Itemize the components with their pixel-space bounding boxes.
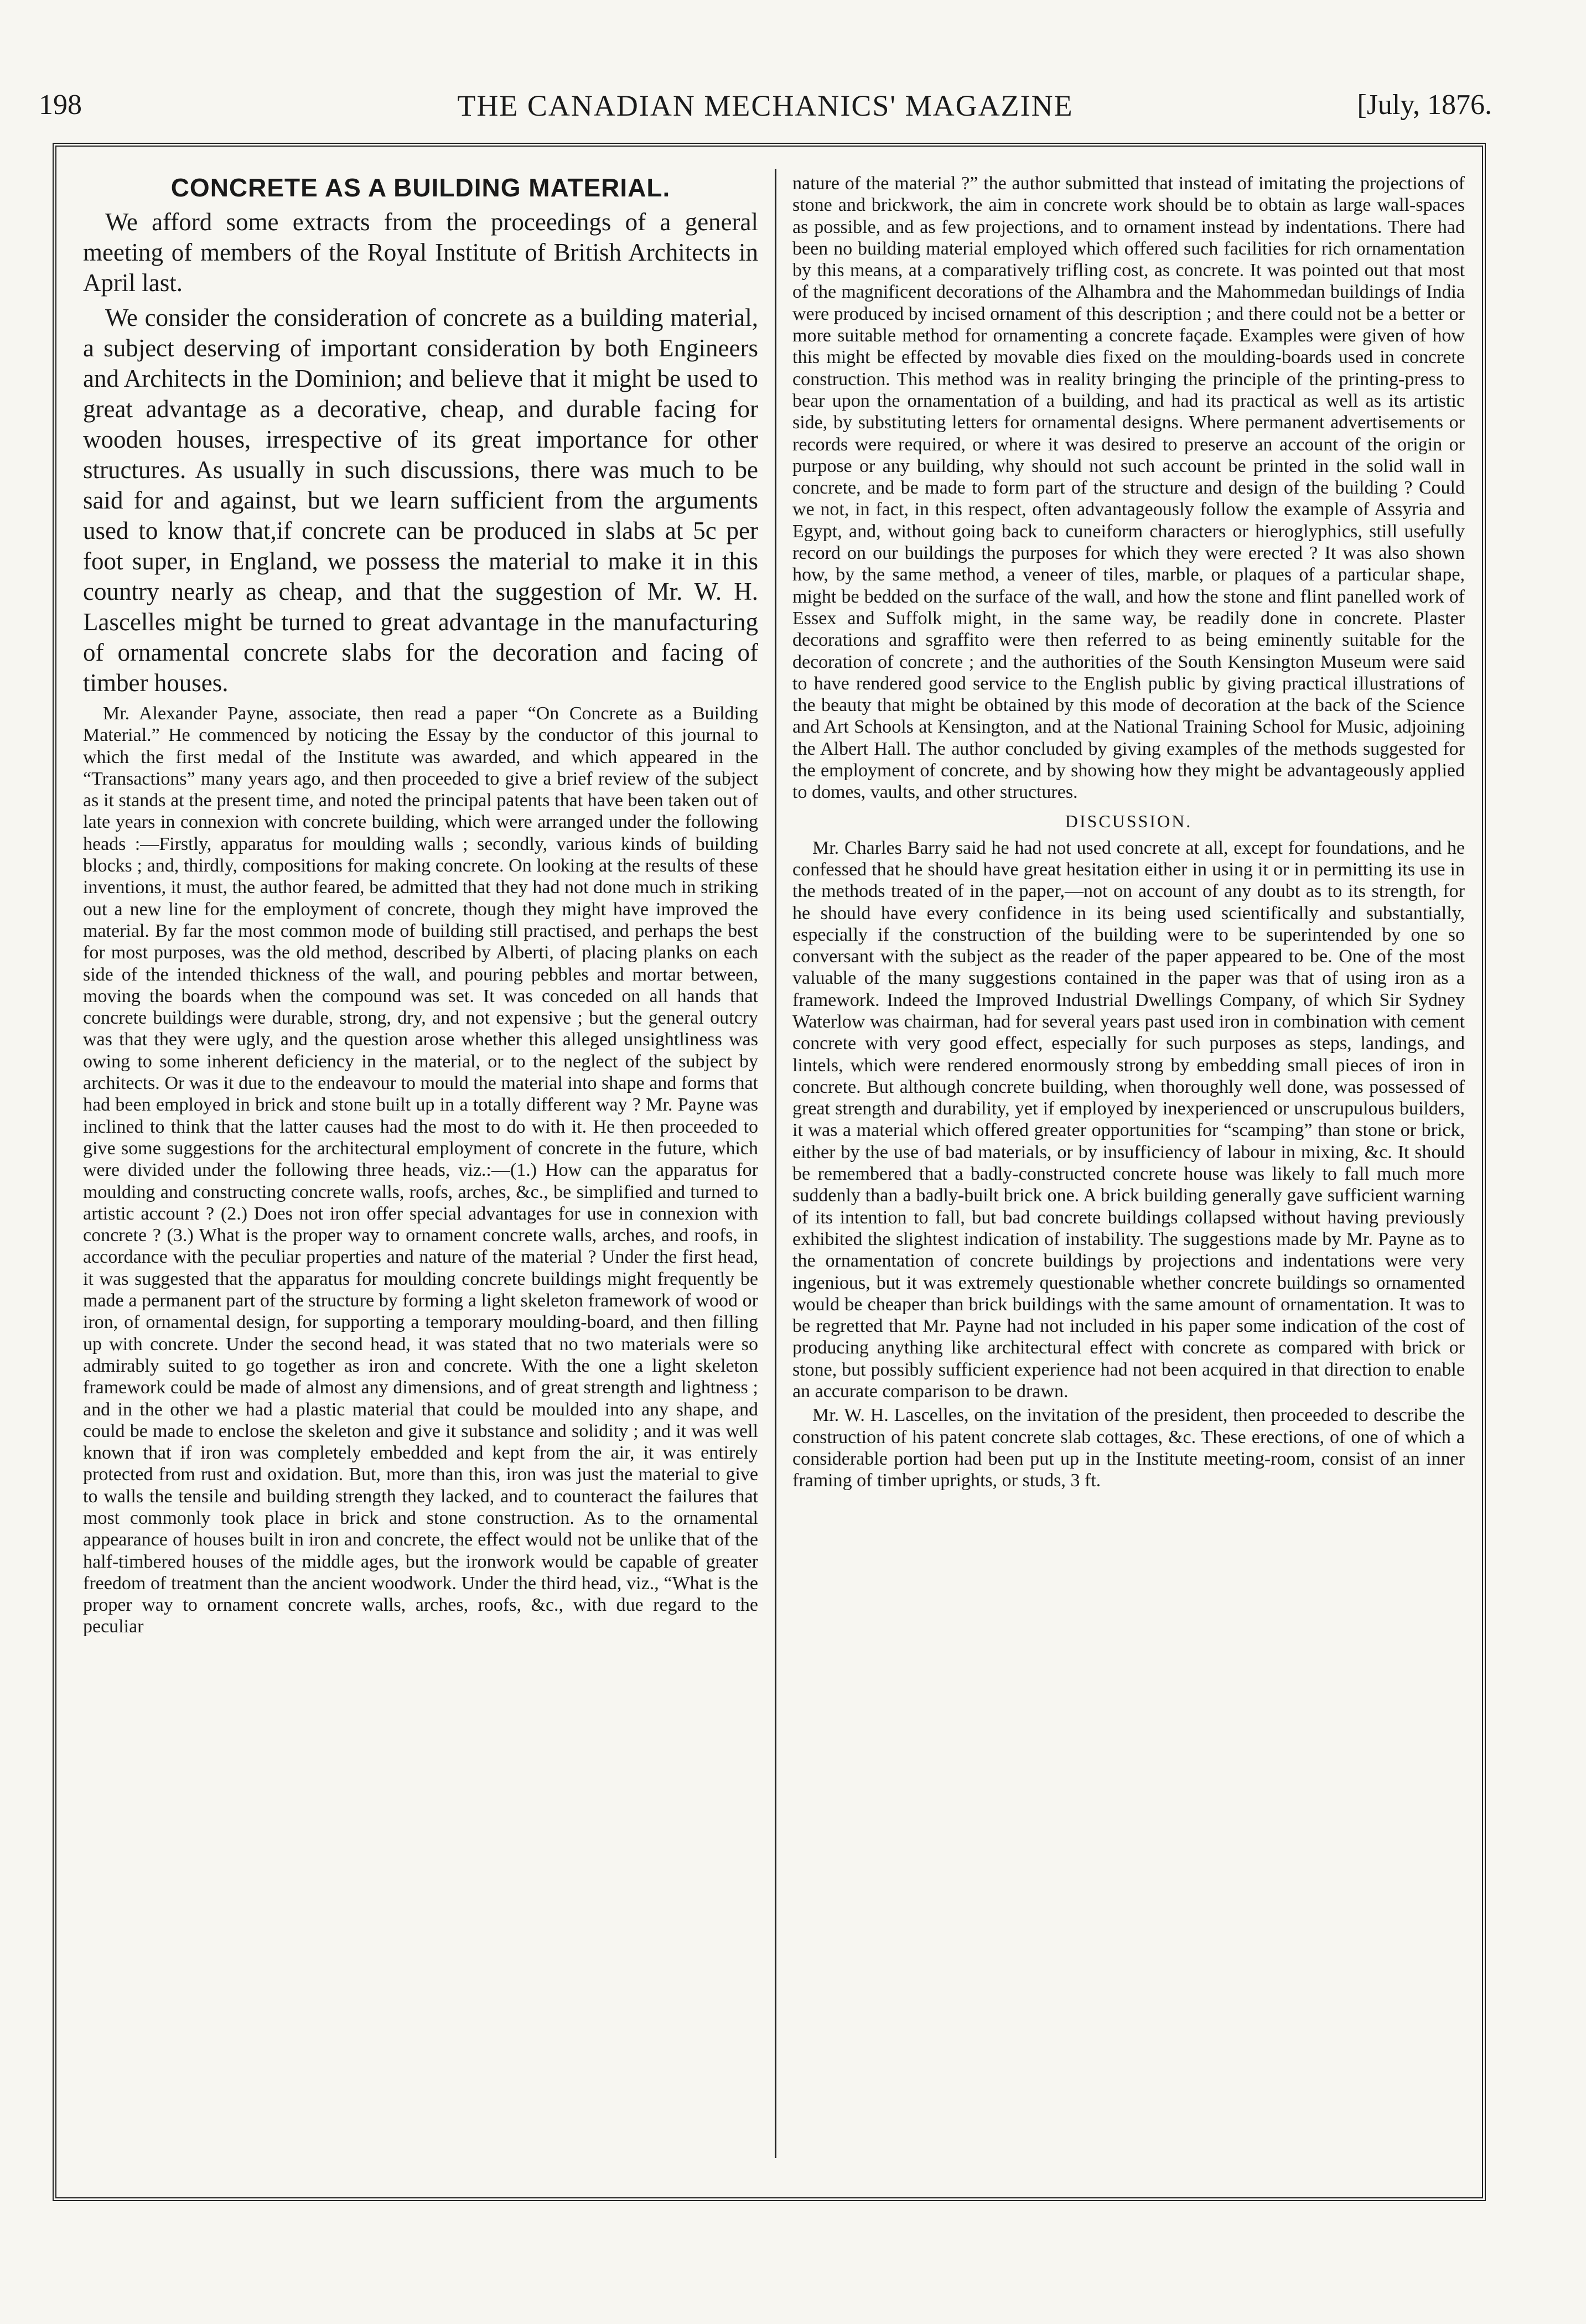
running-header [39,83,1492,133]
intro-paragraph-1: We afford some extracts from the proceedings of a general meeting of members of the Royal Institute of British Architects in April last. [83,208,758,297]
right-column [792,173,1465,1494]
lascelles-paragraph: Mr. W. H. Lascelles, on the invitation of the president, then proceeded to describe the construction of his patent concrete slab cottages, &c. These erections, of one of which a considerable portion had been put up in the Institute meeting-room, consist of an inner framing of timber uprights, or studs, 3 ft. [792,1405,1465,1491]
magazine-title: THE CANADIAN MECHANICS' MAGAZINE [457,89,1074,122]
payne-paper-continued: nature of the material ?” the author submitted that instead of imitating the projections of stone and brickwork, the aim in concrete work should be to obtain as large wall-spaces as possible, and as few projections, and to ornament instead by indentations. There had been no building material employed which offered such facilities for rich ornamentation by this means, at a comparatively trifling cost, as concrete. It was pointed out that most of the magnificent decorations of the Alhambra and the Mahommedan buildings of India were produced by incised ornament of this description ; and there could not be a better or more suitable method for ornamenting a concrete façade. Examples were given of how this might be effected by movable dies fixed on the moulding-boards used in concrete construction. This method was in reality bringing the principle of the printing-press to bear upon the ornamentation of a building, and had its practical as well as its artistic side, by substituting letters for ornamental designs. Where permanent advertisements or records were required, or where it was desired to preserve an account of the origin or purpose or any building, why should not such account be printed in the solid wall in concrete, and be made to form part of the structure and design of the building ? Could we not, in fact, in this respect, often advantageously follow the example of Assyria and Egypt, and, without going back to cuneiform characters or hieroglyphics, still usefully record on our buildings the purposes for which they were erected ? It was also shown how, by the same method, a veneer of tiles, marble, or plaques of a particular shape, might be bedded on the surface of the wall, and how the stone and flint panelled work of Essex and Suffolk might, in the same way, be readily done in concrete. Plaster decorations and sgraffito were then referred to as being eminently suitable for the decoration of concrete ; and the authorities of the South Kensington Museum were said to have rendered good service to the English public by giving practical illustrations of the beauty that might be obtained by this mode of decoration at the back of the Science and Art Schools at Kensington, and at the National Training School for Music, adjoining the Albert Hall. The author concluded by giving examples of the methods suggested for the employment of concrete, and by showing how they might be advantageously applied to domes, vaults, and other structures. [792,173,1465,803]
left-column [83,173,758,1640]
page-number: 198 [39,89,82,121]
article-title: CONCRETE AS A BUILDING MATERIAL. [170,173,671,202]
issue-date: [July, 1876. [1357,89,1492,121]
payne-paper-paragraph: Mr. Alexander Payne, associate, then read a paper “On Concrete as a Building Material.” He commenced by noticing the Essay by the conductor of this journal to which the first medal of the Institute was awarded, and which appeared in the “Transactions” many years ago, and then proceeded to give a brief review of the subject as it stands at the present time, and noted the principal patents that have been taken out of late years in connexion with concrete building, which were arranged under the following heads :—Firstly, apparatus for moulding walls ; secondly, various kinds of building blocks ; and, thirdly, compositions for making concrete. On looking at the results of these inventions, it must, the author feared, be admitted that they had not done much in striking out a new line for the employment of concrete, though they might have improved the material. By far the most common mode of building still practised, and perhaps the best for most purposes, was the old method, described by Alberti, of placing planks on each side of the intended thickness of the wall, and pouring pebbles and mortar between, moving the boards when the compound was set. It was conceded on all hands that concrete buildings were durable, strong, dry, and not expensive ; but the general outcry was that they were ugly, and the question arose whether this alleged unsightliness was owing to some inherent deficiency in the material, or to the neglect of the subject by architects. Or was it due to the endeavour to mould the material into shape and forms that had been employed in brick and stone built up in a totally different way ? Mr. Payne was inclined to think that the latter causes had the most to do with it. He then proceeded to give some suggestions for the architectural employment of concrete in the future, which were divided under the following three heads, viz.:—(1.) How can the apparatus for moulding and constructing concrete walls, roofs, arches, &c., be simplified and turned to artistic account ? (2.) Does not iron offer special advantages for use in connexion with concrete ? (3.) What is the proper way to ornament concrete walls, arches, and roofs, in accordance with the peculiar properties and nature of the material ? Under the first head, it was suggested that the apparatus for moulding concrete buildings might frequently be made a permanent part of the structure by forming a light skeleton framework of wood or iron, of ornamental design, for supporting a temporary moulding-board, and then filling up with concrete. Under the second head, it was stated that no two materials were so admirably suited to go together as iron and concrete. With the one a light skeleton framework could be made of almost any dimensions, and of great strength and lightness ; and in the other we had a plastic material that could be moulded into any shape, and could be made to enclose the skeleton and give it substance and solidity ; and it was well known that if iron was completely embedded and kept from the air, it was entirely protected from rust and oxidation. But, more than this, iron was just the material to give to walls the tensile and building strength they lacked, and to counteract the failures that most commonly took place in brick and stone construction. As to the ornamental appearance of houses built in iron and concrete, the effect would not be unlike that of the half-timbered houses of the middle ages, but the ironwork would be capable of greater freedom of treatment than the ancient woodwork. Under the third head, viz., “What is the proper way to ornament concrete walls, arches, roofs, &c., with due regard to the peculiar [83,703,758,1637]
barry-paragraph: Mr. Charles Barry said he had not used concrete at all, except for foundations, and he confessed that he should have great hesitation either in using it or in permitting its use in the methods treated of in the paper,—not on account of any doubt as to its strength, for he should have every confidence in its being used scientifically and substantially, especially if the construction of the building were to be superintended by one so conversant with the subject as the reader of the paper appeared to be. One of the most valuable of the many suggestions contained in the paper was that of using iron as a framework. Indeed the Improved Industrial Dwellings Company, of which Sir Sydney Waterlow was chairman, had for several years past used iron in combination with cement concrete with very good effect, especially for such purposes as steps, landings, and lintels, which were rendered enormously strong by embedding small pieces of iron in concrete. But although concrete building, when thoroughly well done, was possessed of great strength and durability, yet if employed by inexperienced or unscrupulous builders, it was a material which offered greater opportunities for “scamping” than stone or brick, either by the use of bad materials, or by insufficiency of labour in mixing, &c. It should be remembered that a badly-constructed concrete house was likely to fall much more suddenly than a badly-built brick one. A brick building generally gave sufficient warning of its intention to fall, but bad concrete buildings collapsed without having previously exhibited the slightest indication of instability. The suggestions made by Mr. Payne as to the ornamentation of concrete buildings by projections and indentations were very ingenious, but it was extremely questionable whether concrete buildings so ornamented would be cheaper than brick buildings with the same amount of ornamentation. It was to be regretted that Mr. Payne had not included in his paper some indication of the cost of producing anything like architectural effect with concrete as compared with brick or stone, but possibly sufficient experience had not been acquired in that direction to enable an accurate comparison to be drawn. [792,837,1465,1402]
intro-paragraph-2: We consider the consideration of concrete as a building material, a subject deserving of important consideration by both Engineers and Architects in the Dominion; and believe that it might be used to great advantage as a decorative, cheap, and durable facing for wooden houses, irrespective of its great importance for other structures. As usually in such discussions, there was much to be said for and against, but we learn sufficient from the arguments used to know that,if concrete can be produced in slabs at 5c per foot super, in England, we possess the material to make it in this country nearly as cheap, and that the suggestion of Mr. W. H. Lascelles might be turned to great advantage in the manufacturing of ornamental concrete slabs for the decoration and facing of timber houses. [83,304,758,697]
column-divider [775,169,776,2158]
discussion-heading: DISCUSSION. [1065,811,1193,831]
